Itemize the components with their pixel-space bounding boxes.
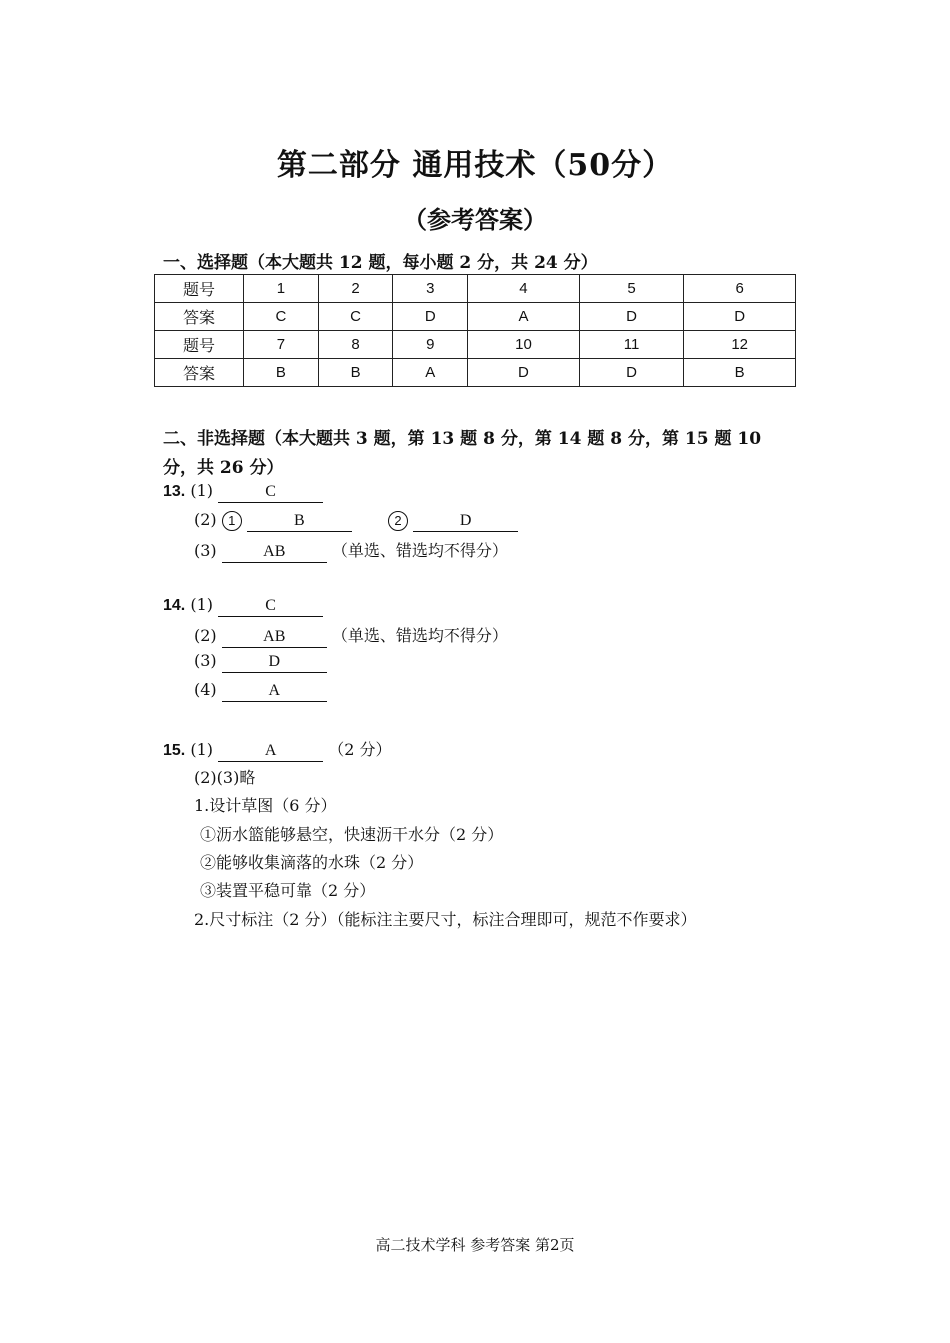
- table-row: [155, 303, 796, 331]
- q13-number: 13.: [163, 483, 186, 500]
- table-cell: 12: [684, 331, 796, 359]
- q14-number: 14.: [163, 597, 186, 614]
- table-cell: 题号: [155, 275, 244, 303]
- table-cell: D: [393, 303, 468, 331]
- page-subtitle: （参考答案）: [403, 205, 547, 234]
- q15-item1b: ②能够收集滴落的水珠（2 分）: [200, 853, 424, 872]
- q14-part3: [194, 651, 327, 673]
- q13-p3-note: （单选、错选均不得分）: [331, 541, 508, 560]
- table-cell: B: [684, 359, 796, 387]
- table-cell: 8: [318, 331, 393, 359]
- table-cell: 2: [318, 275, 393, 303]
- q13-part1: [163, 481, 323, 503]
- table-cell: 10: [468, 331, 580, 359]
- table-row: [155, 275, 796, 303]
- table-cell: 6: [684, 275, 796, 303]
- table-cell: B: [318, 359, 393, 387]
- table-cell: 答案: [155, 303, 244, 331]
- q15-item1c: ③装置平稳可靠（2 分）: [200, 881, 376, 900]
- table-cell: 7: [244, 331, 319, 359]
- q14-p4-label: (4): [194, 680, 217, 699]
- q14-p2-label: (2): [194, 626, 217, 645]
- table-cell: D: [579, 359, 684, 387]
- table-cell: B: [244, 359, 319, 387]
- q13-p1-answer: C: [218, 482, 323, 503]
- q13-p2-answer2: D: [413, 511, 518, 532]
- q15-item2: 2.尺寸标注（2 分）（能标注主要尺寸，标注合理即可，规范不作要求）: [194, 910, 697, 929]
- q14-p2-answer: AB: [222, 627, 327, 648]
- q14-part4: [194, 680, 327, 702]
- table-cell: C: [244, 303, 319, 331]
- table-cell: D: [468, 359, 580, 387]
- q15-part23: (2)(3)略: [194, 768, 256, 787]
- q13-part3: [194, 538, 508, 563]
- q15-item1a: ①沥水篮能够悬空，快速沥干水分（2 分）: [200, 825, 504, 844]
- answer-table: [154, 274, 796, 387]
- q14-p3-label: (3): [194, 651, 217, 670]
- q15-item1: 1.设计草图（6 分）: [194, 796, 337, 815]
- q13-p2-answer1: B: [247, 511, 352, 532]
- q14-part2: [194, 623, 508, 648]
- table-cell: 9: [393, 331, 468, 359]
- table-cell: 3: [393, 275, 468, 303]
- q14-p3-answer: D: [222, 652, 327, 673]
- q13-p3-answer: AB: [222, 542, 327, 563]
- q15-number: 15.: [163, 742, 186, 759]
- q13-p2-label: (2): [194, 510, 217, 529]
- q15-part1: [163, 737, 391, 762]
- table-cell: A: [393, 359, 468, 387]
- table-cell: C: [318, 303, 393, 331]
- table-cell: 11: [579, 331, 684, 359]
- table-cell: A: [468, 303, 580, 331]
- q14-p4-answer: A: [222, 681, 327, 702]
- q15-p1-answer: A: [218, 741, 323, 762]
- section2-heading-line1: 二、非选择题（本大题共 3 题，第 13 题 8 分，第 14 题 8 分，第 15 题 10: [163, 429, 762, 449]
- table-cell: 题号: [155, 331, 244, 359]
- section2-heading-line2: 分，共 26 分）: [163, 458, 284, 478]
- table-cell: 5: [579, 275, 684, 303]
- table-cell: D: [684, 303, 796, 331]
- page-title: 第二部分 通用技术（50分）: [276, 148, 674, 183]
- q14-p2-note: （单选、错选均不得分）: [331, 626, 508, 645]
- q14-part1: [163, 595, 323, 617]
- q13-part2: [194, 510, 518, 532]
- q13-p1-label: (1): [190, 481, 214, 500]
- q14-p1-label: (1): [190, 595, 214, 614]
- page-footer: 高二技术学科 参考答案 第2页: [375, 1236, 575, 1254]
- q13-p3-label: (3): [194, 541, 217, 560]
- table-row: [155, 331, 796, 359]
- table-cell: 答案: [155, 359, 244, 387]
- table-row: [155, 359, 796, 387]
- q15-p1-label: (1): [190, 740, 214, 759]
- q13-p2-sub1-marker: 1: [222, 511, 242, 531]
- table-cell: 4: [468, 275, 580, 303]
- table-cell: 1: [244, 275, 319, 303]
- section1-heading: 一、选择题（本大题共 12 题，每小题 2 分，共 24 分）: [163, 253, 598, 273]
- q13-p2-sub2-marker: 2: [388, 511, 408, 531]
- q15-p1-note: （2 分）: [328, 740, 392, 759]
- table-cell: D: [579, 303, 684, 331]
- q14-p1-answer: C: [218, 596, 323, 617]
